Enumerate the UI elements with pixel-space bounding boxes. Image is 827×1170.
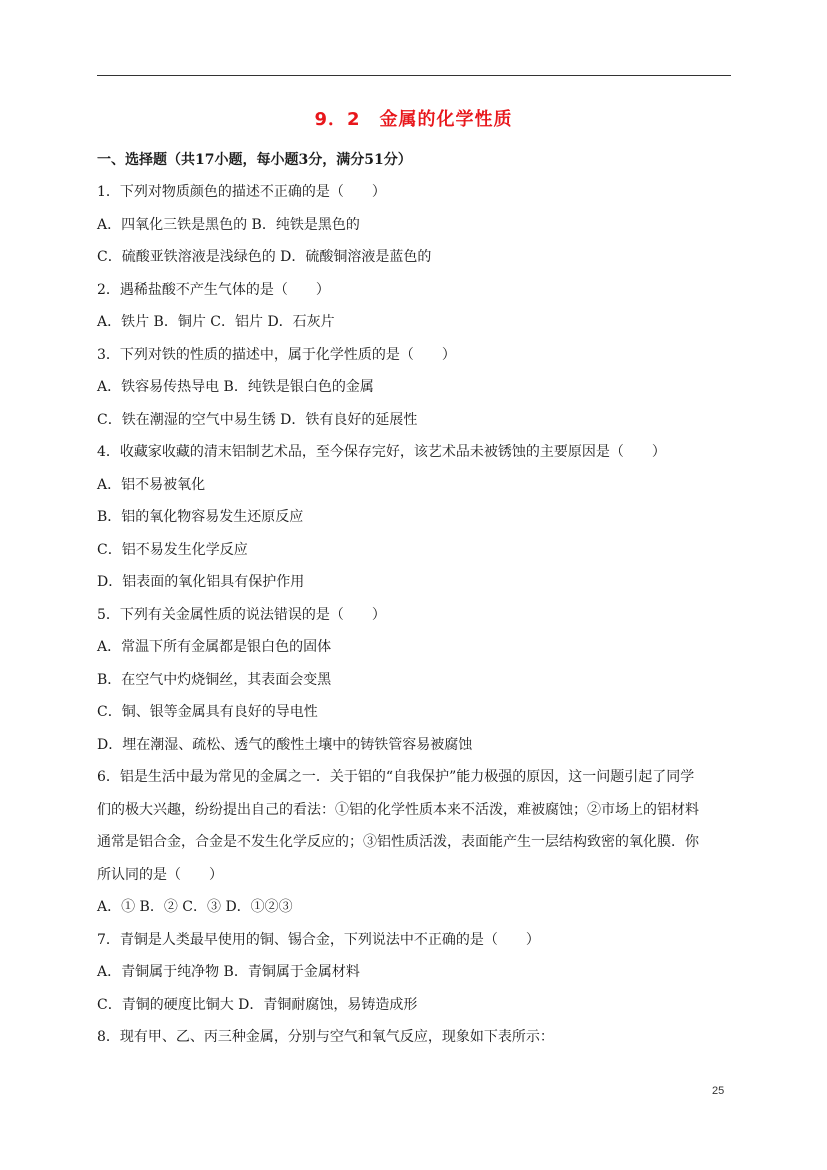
- q1-options-cd: C．硫酸亚铁溶液是浅绿色的 D．硫酸铜溶液是蓝色的: [97, 249, 432, 265]
- q6-stem-line3: 通常是铝合金，合金是不发生化学反应的；③铝性质活泼，表面能产生一层结构致密的氧化膜．你: [97, 834, 699, 850]
- q5-option-a: A．常温下所有金属都是银白色的固体: [97, 639, 332, 655]
- q6-stem-line1: 6．铝是生活中最为常见的金属之一．关于铝的“自我保护”能力极强的原因，这一问题引起了同学: [97, 769, 695, 785]
- q6-options: A．① B．② C．③ D．①②③: [97, 899, 293, 915]
- q4-option-a: A．铝不易被氧化: [97, 476, 206, 493]
- q2-options: A．铁片 B．铜片 C．铝片 D．石灰片: [97, 314, 335, 330]
- q5-option-c: C．铜、银等金属具有良好的导电性: [97, 704, 318, 720]
- q8-stem: 8．现有甲、乙、丙三种金属，分别与空气和氧气反应，现象如下表所示：: [97, 1029, 554, 1045]
- page-number: 25: [712, 1085, 725, 1097]
- q4-stem: 4．收藏家收藏的清末铝制艺术品，至今保存完好，该艺术品未被锈蚀的主要原因是（ ）: [97, 444, 666, 460]
- header-rule: [97, 75, 731, 76]
- q1-options-ab: A．四氧化三铁是黑色的 B．纯铁是黑色的: [97, 216, 360, 233]
- q5-stem: 5．下列有关金属性质的说法错误的是（ ）: [97, 606, 386, 623]
- q7-options-ab: A．青铜属于纯净物 B．青铜属于金属材料: [97, 964, 360, 980]
- q6-stem-line2: 们的极大兴趣，纷纷提出自己的看法：①铝的化学性质本来不活泼，难被腐蚀；②市场上的铝材料: [97, 801, 699, 818]
- q6-stem-line4: 所认同的是（ ）: [97, 866, 223, 883]
- q3-stem: 3．下列对铁的性质的描述中，属于化学性质的是（ ）: [97, 346, 456, 363]
- q5-option-d: D．埋在潮湿、疏松、透气的酸性土壤中的铸铁管容易被腐蚀: [97, 736, 473, 753]
- q2-stem: 2．遇稀盐酸不产生气体的是（ ）: [97, 281, 330, 298]
- q3-options-ab: A．铁容易传热导电 B．纯铁是银白色的金属: [97, 379, 374, 395]
- q1-stem: 1．下列对物质颜色的描述不正确的是（ ）: [97, 184, 386, 200]
- q4-option-d: D．铝表面的氧化铝具有保护作用: [97, 574, 305, 590]
- page-title: 9．2 金属的化学性质: [314, 109, 513, 130]
- q7-stem: 7．青铜是人类最早使用的铜、锡合金，下列说法中不正确的是（ ）: [97, 931, 540, 948]
- q5-option-b: B．在空气中灼烧铜丝，其表面会变黑: [97, 671, 332, 688]
- section-heading: 一、选择题（共17小题，每小题3分，满分51分）: [97, 152, 412, 168]
- question-list: [97, 176, 737, 1054]
- q4-option-b: B．铝的氧化物容易发生还原反应: [97, 509, 304, 525]
- q4-option-c: C．铝不易发生化学反应: [97, 541, 248, 558]
- q7-options-cd: C．青铜的硬度比铜大 D．青铜耐腐蚀，易铸造成形: [97, 996, 418, 1013]
- q3-options-cd: C．铁在潮湿的空气中易生锈 D．铁有良好的延展性: [97, 411, 418, 428]
